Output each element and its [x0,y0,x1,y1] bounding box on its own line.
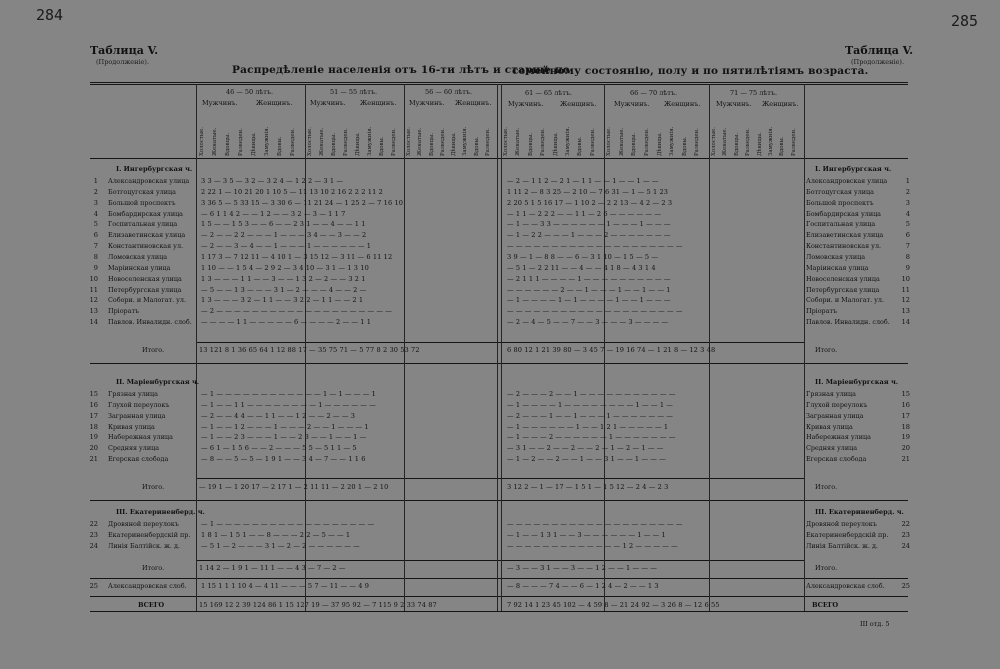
column-head: Разведен. [540,128,547,156]
rule-total-3-bottom [90,578,908,579]
row-values-left: 1 3 — — — 1 1 — — 3 — — 1 3 2 — 2 — — 3 2 1 [201,274,366,283]
row-name-right: Павлов. Инвалидн. слоб. [806,318,890,327]
column-head: Разведен. [343,128,349,156]
row-name-right: Пріоратъ [806,307,838,316]
row-number: 1 [93,177,98,185]
section-title-right: III. Екатериненберд. ч. [815,508,904,516]
table-bottom-rule [90,611,908,612]
row-values-right: — — — — — — — — — — — — — — — — — — — — [507,307,683,316]
row-name: Набережная улица [108,433,173,442]
continuation-right: (Продолженіе). [851,58,905,66]
column-head: Дѣвицы. [355,132,361,156]
row-name-right: Набережная улица [806,433,871,442]
sex-men-2: Мужчинъ. [310,99,346,107]
header-bottom-rule [90,158,908,159]
row-values-right: — — — — — — — — — — — — — — — — — — — — [507,520,683,528]
grand-total-left: 15 169 12 2 39 124 86 1 15 127 19 — 37 95 92 — 7 115 9 2 33 74 87 [199,601,437,609]
sex-women-5: Женщинъ. [664,100,701,108]
grand-total-label-right: ВСЕГО [812,601,839,609]
column-head: Замужнія. [462,126,469,156]
section-title: II. Маріенбургская ч. [116,378,200,386]
row-number-right: 3 [905,198,910,207]
row-name-right: Елизаветинская улица [806,231,884,240]
row-name-right: Егерская слобода [806,455,867,464]
column-head: Женатые. [319,127,325,156]
row-name: Маріинская улица [108,263,171,272]
row-values-left: — 2 — — 2 2 — — — 1 — — — 3 4 — — 3 — — 2 [201,231,367,240]
row-number: 15 [89,390,98,398]
row-values-right: — 1 1 — 2 2 2 — — 1 1 — 2 6 — — — — — — [507,209,662,218]
row-values-left: 3 36 5 — 5 33 15 — 3 30 6 — 11 21 24 — 1 25 2 — 7 16 10 [201,198,404,207]
total-values-right: 3 12 2 — 1 — 17 — 1 5 1 — 1 5 12 — 2 4 — 2 3 [507,483,669,491]
row-number: 21 [89,455,98,464]
row-name: Бомбардирская улица [108,209,183,218]
row-number-right: 12 [901,296,910,305]
table-label-right: Таблица V. [845,44,914,57]
row-values-right: — 3 1 — — 2 — — 2 — — 2 — 1 — 2 — 1 — — [507,444,664,453]
row-name-right: Линія Балтійск. ж. д. [806,541,878,550]
column-head: Холостые. [503,127,509,156]
row-name: Средняя улица [108,444,160,453]
total-values-left: — 19 1 — 1 20 17 — 2 17 1 — 2 11 11 — 2 20 1 — 2 10 [199,483,389,491]
table-label-left: Таблица V. [90,44,159,57]
sex-men-3: Мужчинъ. [409,99,445,107]
row-number: 7 [93,242,98,251]
row-values-left: 1 10 — — 1 5 4 — 2 9 2 — 3 4 10 — 3 1 — 1 3 10 [201,263,369,272]
grand-total-right: 7 92 14 1 23 45 102 — 4 59 8 — 21 24 92 — 3 26 8 — 12 6 55 [507,601,720,609]
row-values-right: — 2 — — — 1 — — 1 — — — 1 — — — — — — — [507,411,674,420]
row-number: 9 [93,263,98,272]
column-head: Женатые. [515,127,522,156]
title-right: семейному состоянію, полу и по пятилѣтіямъ возраста. [512,65,869,77]
total-values-right: — 3 — — 3 1 — — 3 — — 1 2 — — 1 — — — [507,564,657,572]
row-name-right: Екатериненбердскій пр. [806,530,889,539]
row-name: Петербургская улица [108,285,182,294]
row-name-right: Госпитальная улица [806,220,876,229]
row-values-right: — 5 1 — 2 2 11 — — 4 — — 4 1 8 — 4 3 1 4 [507,263,656,272]
total-label-right: Итого. [815,564,838,572]
row-values-right: 1 11 2 — 8 3 25 — 2 10 — 7 6 31 — 1 — 5 1 23 [507,187,669,196]
column-head: Вдовы. [473,136,480,156]
row-number: 18 [89,422,98,431]
row-number: 22 [89,520,98,528]
column-head: Замужнія. [564,126,571,156]
row-name-right: Ломовская улица [806,252,866,261]
row-values-left: — 2 — — — — — — — — — — — — — — — — — — — — [201,307,392,316]
row-values-right: — — — — — — — — — — — — — — — — — — — — [507,242,683,251]
row-values-left: — 8 — — 5 — 5 — 1 9 1 — — 3 4 — 7 — — 1 1 6 [201,455,366,464]
total-label-right: Итого. [815,346,838,354]
total-label-right: Итого. [815,483,838,491]
section-title-right: I. Ингербургская ч. [815,165,892,173]
sex-men-1: Мужчинъ. [202,99,238,107]
row-name: Александровская улица [108,177,190,185]
col-divider [196,84,197,611]
row-number: 14 [89,318,98,327]
row-values-right: — 2 — 4 — 5 — — 7 — — 3 — — — 3 — — — — [507,318,669,327]
row-number-right: 7 [905,242,910,251]
age-group-4: 61 — 65 лѣтъ. [525,89,573,97]
column-head: Вдовы. [577,136,584,156]
row-number: 23 [89,530,98,539]
sex-women-2: Женщинъ. [360,99,397,107]
row-name-right: Константиновская ул. [806,242,882,251]
row-number: 17 [89,411,98,420]
column-head: Холостые. [711,127,717,156]
column-head: Женатые. [212,127,218,156]
row-number: 8 [93,252,98,261]
row-values-right: — 2 1 1 1 — — — — 1 — — — — — — — — — — [507,274,671,283]
column-head: Холостые. [199,127,205,156]
column-head: Вдовы. [277,136,283,156]
column-head: Разведен. [290,128,296,156]
row-number: 5 [93,220,98,229]
row-number-right: 14 [901,318,910,327]
column-head: Дѣвицы. [656,132,663,156]
row-values-left: — 5 — — 1 3 — — — 3 1 — 2 — — — 4 — — 2 — [201,285,367,294]
sex-women-1: Женщинъ. [256,99,293,107]
row-name: Дровяной переулокъ [108,520,179,528]
sex-women-4: Женщинъ. [560,100,597,108]
row-name: Собори. и Малогат. ул. [108,296,187,305]
column-head: Замужнія. [367,126,373,156]
row-values-left: 1 3 — — — 3 2 — 1 1 — — 3 2 2 — 1 1 — — 2 1 [201,296,364,305]
table-top-rule [90,82,908,83]
page-number-right: 285 [951,12,979,30]
sex-men-4: Мужчинъ. [508,100,544,108]
row-values-left: — — — — 1 1 — — — — — 6 — — — — 2 — — 1 1 [201,318,372,327]
total-values-left: 13 121 8 1 36 65 64 1 12 88 17 — 35 75 71 — 5 77 8 2 30 53 72 [199,346,420,354]
row-number-right: 9 [905,263,910,272]
row-number: 25 [89,582,98,590]
total-values-left: 1 14 2 — 1 9 1 — 11 1 — — 4 3 — 7 — 2 — [199,564,346,572]
row-values-right: — 1 — — 3 3 — — — — — — 1 — — — 1 — — — [507,220,671,229]
rule-total-1-bottom [90,363,908,364]
row-number-right: 4 [905,209,910,218]
row-name-right: Загранная улица [806,411,864,420]
row-name-right: Ботгоцугская улица [806,187,874,196]
row-values-left: 1 8 1 — 1 5 1 — — 8 — — — 2 2 — 5 — — 1 [201,530,351,539]
row-values-right: — 1 — — — — 1 — — — — — — — — 1 — — 1 — [507,400,674,409]
rule-total-1-top [196,342,804,343]
row-values-right: — 2 — 1 1 2 — 2 1 — 1 1 — — 1 — — 1 — — [507,177,659,185]
column-head: Вдовы. [681,136,688,156]
row-number-right: 13 [901,307,910,316]
rule-total-2-top [196,478,804,479]
total-label: Итого. [142,564,165,572]
row-name: Новоселенская улица [108,274,182,283]
row-values-left: — 6 1 1 4 2 — — 1 2 — — 3 2 — 3 — 1 1 7 [201,209,346,218]
row-values-right: — 1 — — 1 3 1 — — 3 — — — — — — 1 — — 1 [507,530,666,539]
sex-women-3: Женщинъ. [455,99,492,107]
column-head: Женатые. [618,127,625,156]
row-number: 20 [89,444,98,453]
continuation-left: (Продолженіе). [96,58,150,66]
column-head: Дѣвицы. [552,132,559,156]
row-number-right: 5 [905,220,910,229]
row-values-right: — 2 — — — 2 — — 1 — — — — — — — — — — — [507,390,676,398]
grand-total-label: ВСЕГО [138,601,165,609]
row-name-right: Большой проспектъ [806,198,874,207]
row-name-right: Александровская слоб. [806,582,885,590]
column-head: Замужнія. [767,126,774,156]
row-name: Павлов. Инвалидн. слоб. [108,318,192,327]
row-values-left: — 1 — — 1 2 — — — 1 — — — 2 — — 1 — — — 1 [201,422,369,431]
row-number-right: 20 [901,444,910,453]
row-name: Большой проспектъ [108,198,176,207]
row-number-right: 22 [901,520,910,528]
column-head: Разведен. [484,128,491,156]
rule-grand-total [90,596,908,597]
column-head: Холостые. [307,127,313,156]
row-number-right: 23 [901,530,910,539]
row-number-right: 2 [905,187,910,196]
rule-total-3-top [196,560,804,561]
row-values-right: — 1 — 2 2 — — — 1 — — — 2 — — — — — — — [507,231,671,240]
row-name: Пріоратъ [108,307,140,316]
row-number-right: 21 [901,455,910,464]
column-head: Вдовцы. [527,132,534,156]
row-name-right: Бомбардирская улица [806,209,881,218]
column-head: Вдовцы. [225,132,231,156]
column-head: Разведен. [589,128,596,156]
column-head: Вдовцы. [733,132,740,156]
row-values-left: — 6 1 — 1 5 6 — — 2 — — — 5 5 — 5 1 1 — 5 [201,444,357,453]
row-values-left: — 1 — — 1 1 — — — — — — — — 1 — — — — — — [201,400,376,409]
row-name-right: Петербургская улица [806,285,880,294]
column-head: Женатые. [722,127,729,156]
section-title: I. Ингербургская ч. [116,165,193,173]
row-number: 2 [93,187,98,196]
section-title-right: II. Маріенбургская ч. [815,378,899,386]
total-label: Итого. [142,346,165,354]
row-number-right: 8 [905,252,910,261]
row-number: 11 [89,285,98,294]
column-head: Дѣвицы. [451,132,457,156]
row-name: Ломовская улица [108,252,168,261]
row-number-right: 1 [905,177,910,185]
row-name: Ботгоцугская улица [108,187,176,196]
column-head: Вдовцы. [331,132,337,156]
column-head: Разведен. [694,128,701,156]
row-number-right: 16 [901,400,910,409]
column-head: Разведен. [439,128,446,156]
column-head: Дѣвицы. [251,132,257,156]
row-values-right: — — — — — — 2 — — 1 — — — 1 — — 1 — — 1 [507,285,671,294]
footer-note: III отд. 5 [860,620,890,628]
page-number-left: 284 [36,6,64,24]
row-values-left: 1 15 1 1 1 10 4 — 4 11 — — — 5 7 — 11 — — 4 9 [201,582,370,590]
row-values-left: — 5 1 — 2 — — — 3 1 — 2 — 2 — — — — — — [201,541,360,550]
column-head: Замужнія. [264,126,270,156]
row-number-right: 6 [905,231,910,240]
column-head: Холостые. [606,127,612,156]
row-values-right: — — — — — — — — — — — — — 1 2 — — — — — [507,541,678,550]
column-head: Разведен. [643,128,650,156]
age-group-5: 66 — 70 лѣтъ. [630,89,678,97]
column-head: Замужнія. [669,126,676,156]
row-values-left: — 1 — — — — — — — — — — — — — — — — — — [201,520,375,528]
row-number-right: 10 [901,274,910,283]
row-values-right: — 1 — — — — 1 — 1 — — — — 1 — — 1 — — — [507,296,671,305]
row-number-right: 25 [901,582,910,590]
row-name: Грязная улица [108,390,158,398]
row-number: 13 [89,307,98,316]
column-head: Вдовцы. [631,132,638,156]
row-number: 19 [89,433,98,442]
row-name-right: Дровяной переулокъ [806,520,877,528]
row-name: Елизаветинская улица [108,231,186,240]
table-top-rule-2 [90,84,908,85]
column-head: Холостые. [406,127,412,156]
row-number: 3 [93,198,98,207]
sex-women-6: Женщинъ. [762,100,799,108]
column-head: Вдовы. [779,136,786,156]
title-left: Распредѣленіе населенія отъ 16-ти лѣтъ и старше по [232,64,570,76]
total-values-right: 6 80 12 1 21 39 80 — 3 45 7 — 19 16 74 — 1 21 8 — 12 3 48 [507,346,716,354]
col-divider [804,84,805,611]
row-name: Госпитальная улица [108,220,178,229]
row-values-left: — 1 — — 2 3 — — — 1 — — 2 3 — — 1 — — 1 — [201,433,367,442]
row-name-right: Новоселенская улица [806,274,880,283]
row-number: 16 [89,400,98,409]
column-head: Вдовы. [379,136,385,156]
row-number-right: 11 [901,285,910,294]
row-values-right: 3 9 — 1 — 8 8 — — 6 — 3 1 10 — 1 5 — 5 — [507,252,659,261]
age-group-1: 46 — 50 лѣтъ. [226,88,274,96]
row-name: Кривая улица [108,422,155,431]
column-head: Женатые. [417,127,424,156]
row-name-right: Кривая улица [806,422,853,431]
row-name-right: Маріинская улица [806,263,869,272]
row-name: Егерская слобода [108,455,169,464]
row-values-right: 2 20 5 1 5 16 17 — 1 10 2 — 2 2 13 — 4 2 — 2 3 [507,198,673,207]
row-values-left: 1 5 — — 1 5 3 — — 6 — — 2 3 1 — — 4 — — 1 1 [201,220,366,229]
rule-total-2-bottom [90,500,908,501]
row-number: 12 [89,296,98,305]
row-name-right: Собори. и Малогат. ул. [806,296,885,305]
row-values-right: — 1 — — — 2 — — — — — — 1 — — — — — — — [507,433,676,442]
row-number-right: 17 [901,411,910,420]
row-number-right: 15 [901,390,910,398]
row-values-right: — 1 — — — — — — 1 — — 1 2 1 — — — — — 1 [507,422,669,431]
row-name-right: Глухой переулокъ [806,400,868,409]
column-head: Вдовцы. [428,132,435,156]
row-name: Загранная улица [108,411,166,420]
row-values-left: — 1 — — — — — — — — — — — — 1 — 1 — — — 1 [201,390,376,398]
sex-men-6: Мужчинъ. [716,100,752,108]
row-number-right: 19 [901,433,910,442]
age-group-3: 56 — 60 лѣтъ. [425,88,473,96]
section-title: III. Екатериненберд. ч. [116,508,205,516]
row-number: 10 [89,274,98,283]
column-head: Разведен. [790,128,797,156]
row-name: Константиновская ул. [108,242,184,251]
row-number-right: 18 [901,422,910,431]
row-number: 24 [89,541,98,550]
total-label: Итого. [142,483,165,491]
row-name: Екатериненбердскій пр. [108,530,191,539]
row-name: Глухой переулокъ [108,400,170,409]
row-name-right: Александровская улица [806,177,888,185]
row-values-right: — 8 — — — 7 4 — — 6 — 1 2 4 — 2 — — 1 3 [507,582,659,590]
column-head: Разведен. [391,128,397,156]
column-head: Дѣвицы. [756,132,763,156]
row-number-right: 24 [901,541,910,550]
row-values-left: 2 22 1 — 10 21 20 1 10 5 — 11 13 10 2 16 2 2 2 11 2 [201,187,383,196]
sex-men-5: Мужчинъ. [614,100,650,108]
row-values-left: — 2 — — 3 — 4 — — 1 — — — 1 — — — — — — 1 [201,242,372,251]
column-head: Разведен. [238,128,244,156]
row-number: 6 [93,231,98,240]
age-group-2: 51 — 55 лѣтъ. [330,88,378,96]
row-number: 4 [93,209,98,218]
row-values-left: — 2 — — 4 4 — — 1 1 — — 1 2 — — 2 — — 3 [201,411,356,420]
age-group-6: 71 — 75 лѣтъ. [730,89,778,97]
row-values-right: — 1 — 2 — — 2 — — 1 — — 3 1 — — 1 — — — [507,455,666,464]
row-name: Линія Балтійск. ж. д. [108,541,180,550]
row-name: Александровская слоб. [108,582,187,590]
row-name-right: Средняя улица [806,444,858,453]
col-divider [501,84,502,611]
column-head: Разведен. [745,128,752,156]
col-divider [497,84,498,611]
row-name-right: Грязная улица [806,390,856,398]
row-values-left: 1 17 3 — 7 12 11 — 4 10 1 — 3 15 12 — 3 11 — 6 11 12 [201,252,393,261]
row-values-left: 3 3 — 3 5 — 3 2 — 3 2 4 — 1 2 2 — 3 1 — [201,177,344,185]
